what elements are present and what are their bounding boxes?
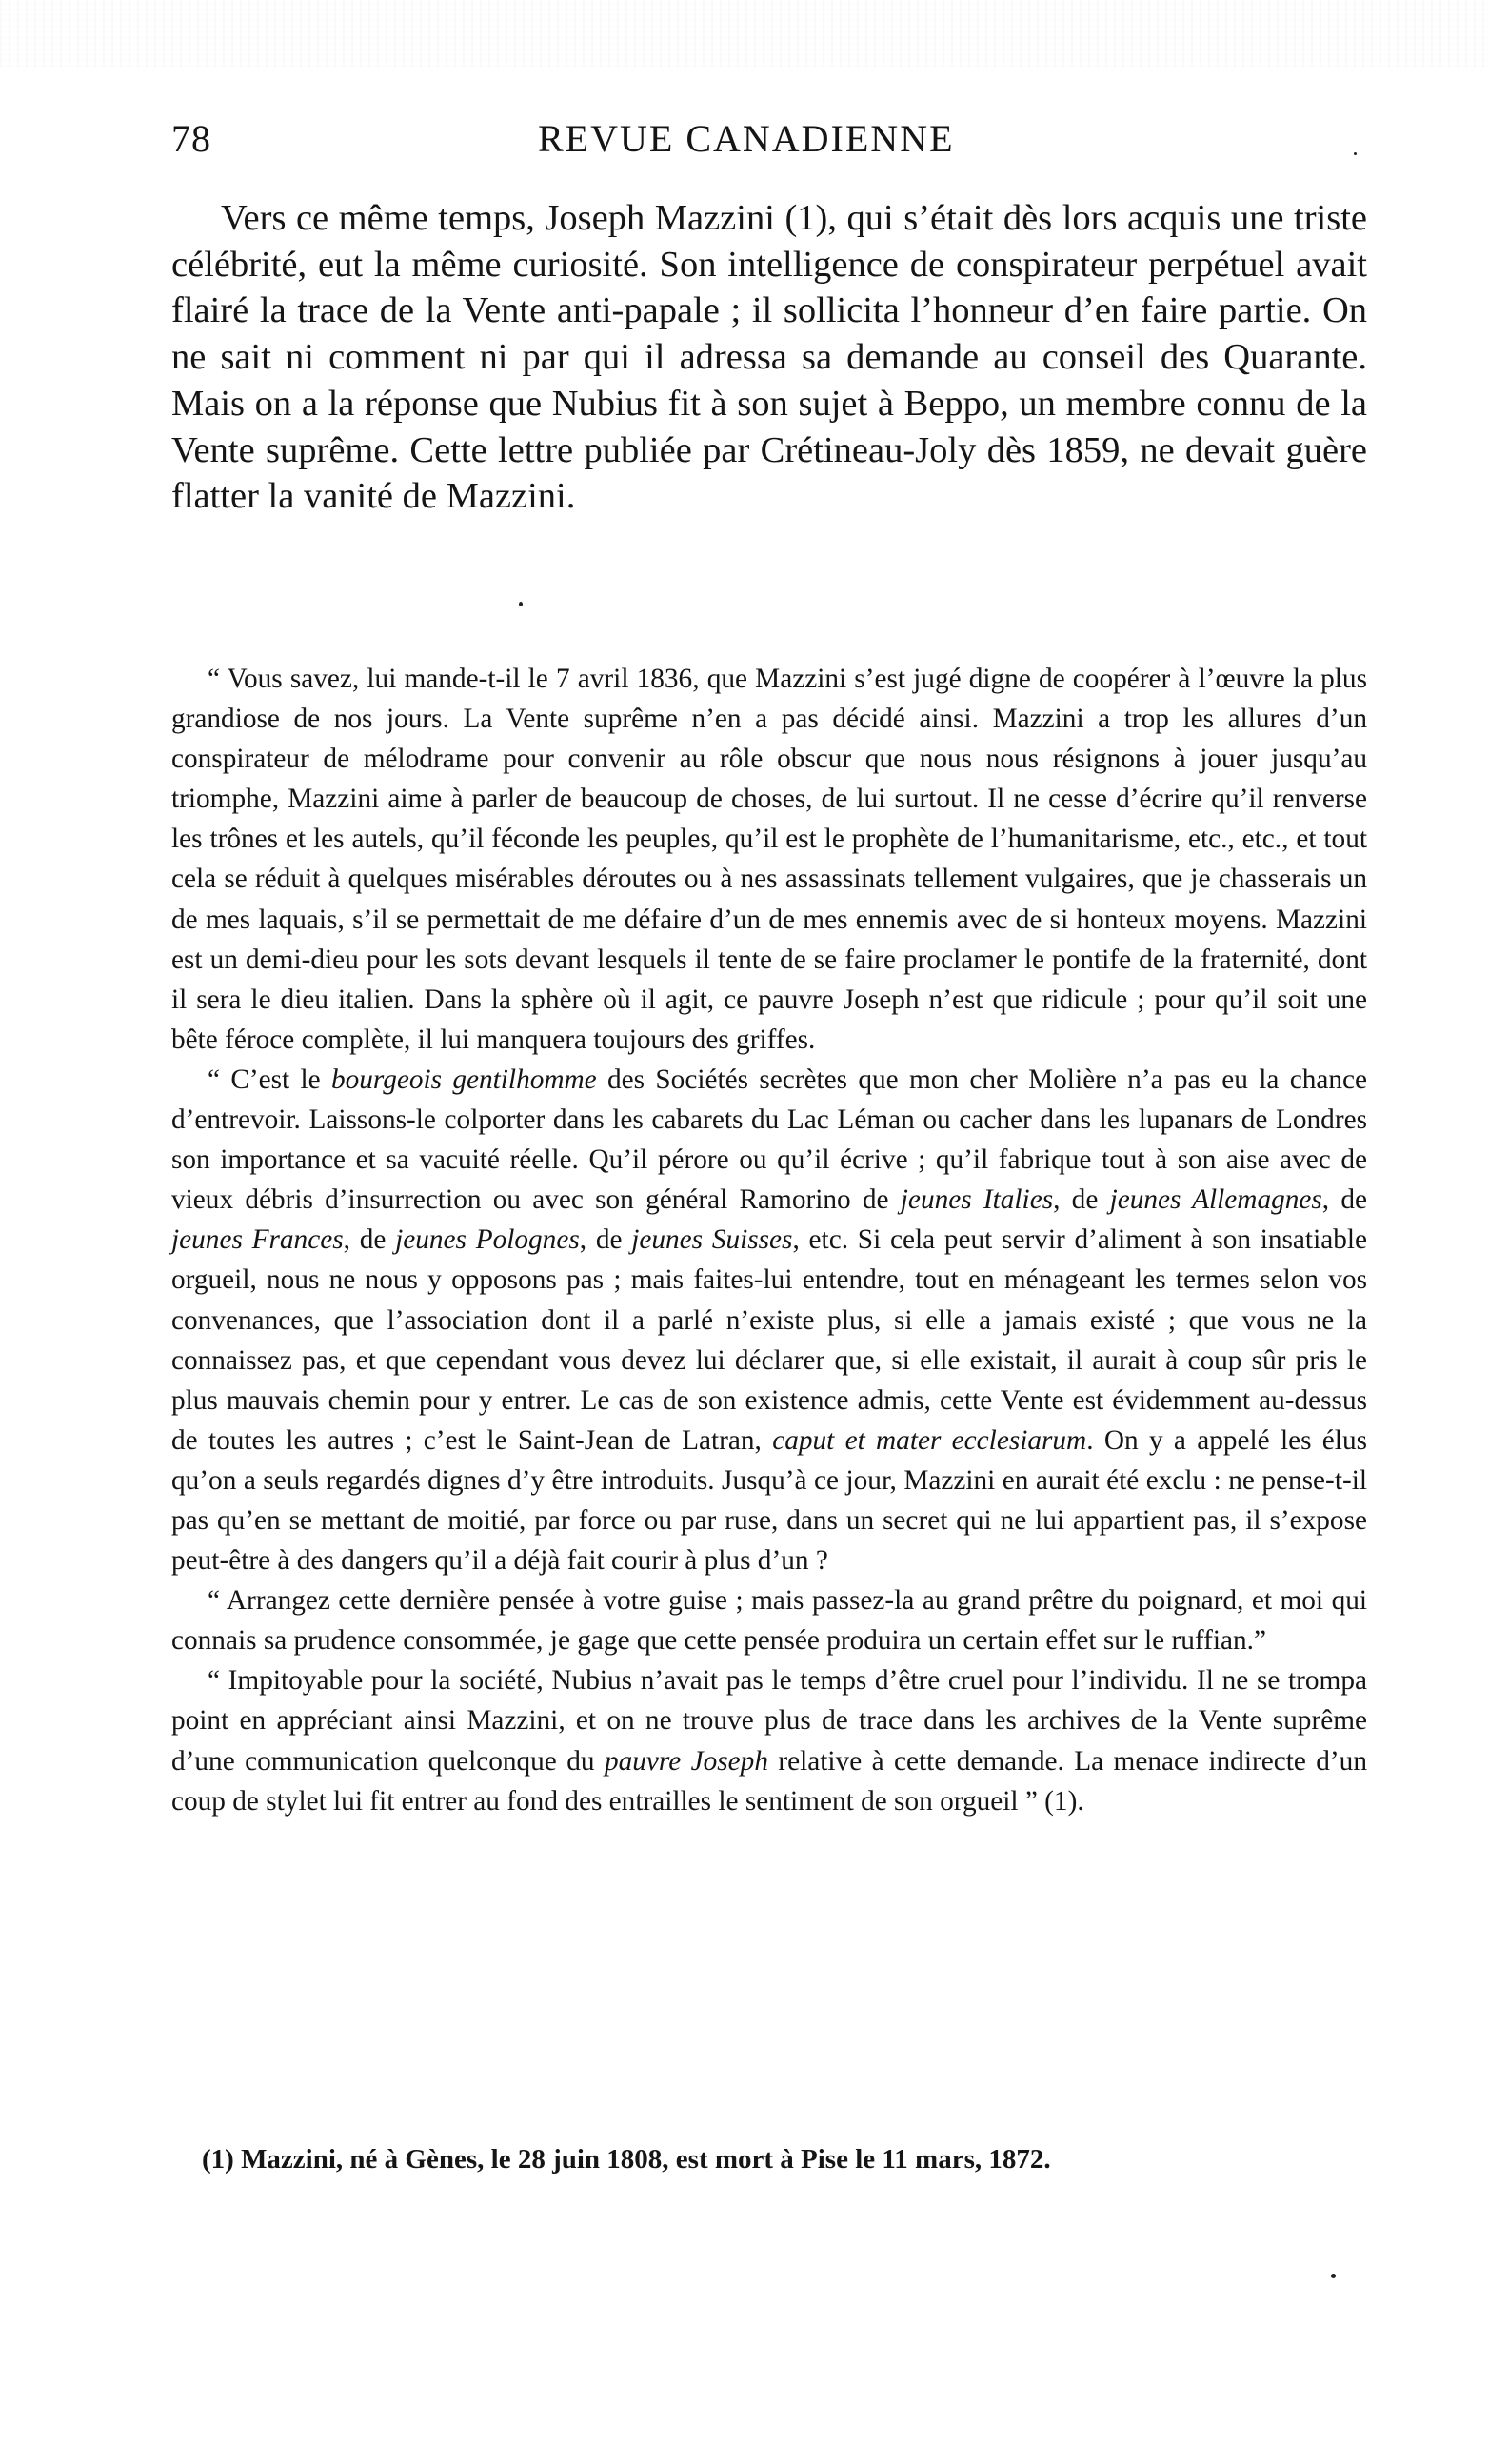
page-number: 78 [171, 117, 211, 160]
quoted-letter [171, 659, 1367, 1821]
italic-phrase: pauvre Joseph [604, 1745, 768, 1777]
italic-phrase: jeunes Polognes [395, 1224, 580, 1256]
italic-phrase: bourgeois gentilhomme [330, 1063, 597, 1095]
italic-phrase: caput et mater ecclesiarum [772, 1424, 1087, 1456]
journal-title: REVUE CANADIENNE [538, 117, 955, 160]
italic-phrase: jeunes Allemagnes [1109, 1184, 1322, 1216]
footnote: (1) Mazzini, né à Gènes, le 28 juin 1808, est mort à Pise le 11 mars, 1872. [202, 2144, 1051, 2175]
italic-phrase: jeunes Frances [171, 1224, 344, 1256]
italic-phrase: jeunes Suisses [631, 1224, 793, 1256]
intro-paragraph: Vers ce même temps, Joseph Mazzini (1), qui s’était dès lors acquis une triste célébrité, eut la même curiosité. Son intelligence de conspirateur perpétuel avait flairé la trace de la Vente anti-papale ; il sollicita l’honneur d’en faire partie. On ne sait ni comment ni par qui il adressa sa demande au conseil des Quarante. Mais on a la réponse que Nubius fit à son sujet à Beppo, un membre connu de la Vente suprême. Cette lettre publiée par Crétineau-Joly dès 1859, ne devait guère flatter la vanité de Mazzini. [171, 198, 1367, 517]
letter-paragraph-1: “ Vous savez, lui mande-t-il le 7 avril 1836, que Mazzini s’est jugé digne de coopérer à l’œuvre la plus grandiose de nos jours. La Vente suprême n’en a pas décidé ainsi. Mazzini a trop les allures d’un conspirateur de mélodrame pour convenir au rôle obscur que nous nous résignons à jouer jusqu’au triomphe, Mazzini aime à parler de beaucoup de choses, de lui surtout. Il ne cesse d’écrire qu’il renverse les trônes et les autels, qu’il féconde les peuples, qu’il est le prophète de l’humanitarisme, etc., etc., et tout cela se réduit à quelques misérables déroutes ou à nes assassinats tellement vulgaires, que je chasserais un de mes laquais, s’il se permettait de me défaire d’un de mes ennemis avec de si honteux moyens. Mazzini est un demi-dieu pour les sots devant lesquels il tente de se faire proclamer le pontife de la fraternité, dont il sera le dieu italien. Dans la sphère où il agit, ce pauvre Joseph n’est que ridicule ; pour qu’il soit une bête féroce complète, il lui manquera toujours des griffes. [171, 664, 1367, 1055]
letter-paragraph-4: “ Impitoyable pour la société, Nubius n’avait pas le temps d’être cruel pour l’individu. Il ne se trompa point en appréciant ainsi Mazzini, et on ne trouve plus de trace dans les archives de la Vente suprême d’une communication quelconque du pauvre Joseph relative à cette demande. La menace indirecte d’un coup de stylet lui fit entrer au fond des entrailles le sentiment de son orgueil ” (1). [171, 1665, 1367, 1817]
scan-speck [1354, 152, 1357, 155]
scan-noise [0, 0, 1489, 67]
running-head [171, 110, 1361, 177]
italic-phrase: jeunes Italies [900, 1184, 1054, 1216]
letter-paragraph-2: “ C’est le bourgeois gentilhomme des Sociétés secrètes que mon cher Molière n’a pas eu la chance d’entrevoir. Laissons-le colporter dans les cabarets du Lac Léman ou cacher dans les lupanars de Londres son importance et sa vacuité réelle. Qu’il pérore ou qu’il écrive ; qu’il fabrique tout à son aise avec de vieux débris d’insurrection ou avec son général Ramorino de jeunes Italies, de jeunes Allemagnes, de jeunes Frances, de jeunes Polognes, de jeunes Suisses, etc. Si cela peut servir d’aliment à son insatiable orgueil, nous ne nous y opposons pas ; mais faites-lui entendre, tout en ménageant les termes selon vos convenances, que l’association dont il a parlé n’existe plus, si elle a jamais existé ; que vous ne la connaissez pas, et que cependant vous devez lui déclarer que, si elle existait, il aurait à coup sûr pris le plus mauvais chemin pour y entrer. Le cas de son existence admis, cette Vente est évidemment au-dessus de toutes les autres ; c’est le Saint-Jean de Latran, caput et mater ecclesiarum. On y a appelé les élus qu’on a seuls regardés dignes d’y être introduits. Jusqu’à ce jour, Mazzini en aurait été exclu : ne pense-t-il pas qu’en se mettant de moitié, par force ou par ruse, dans un secret qui ne lui appartient pas, il s’expose peut-être à des dangers qu’il a déjà fait courir à plus d’un ? [171, 1063, 1368, 1577]
scan-speck [519, 602, 523, 606]
letter-paragraph-3: “ Arrangez cette dernière pensée à votre guise ; mais passez-la au grand prêtre du poignard, et moi qui connais sa prudence consommée, je gage que cette pensée produira un certain effet sur le ruffian.” [171, 1585, 1367, 1657]
scan-speck [1331, 2274, 1336, 2278]
